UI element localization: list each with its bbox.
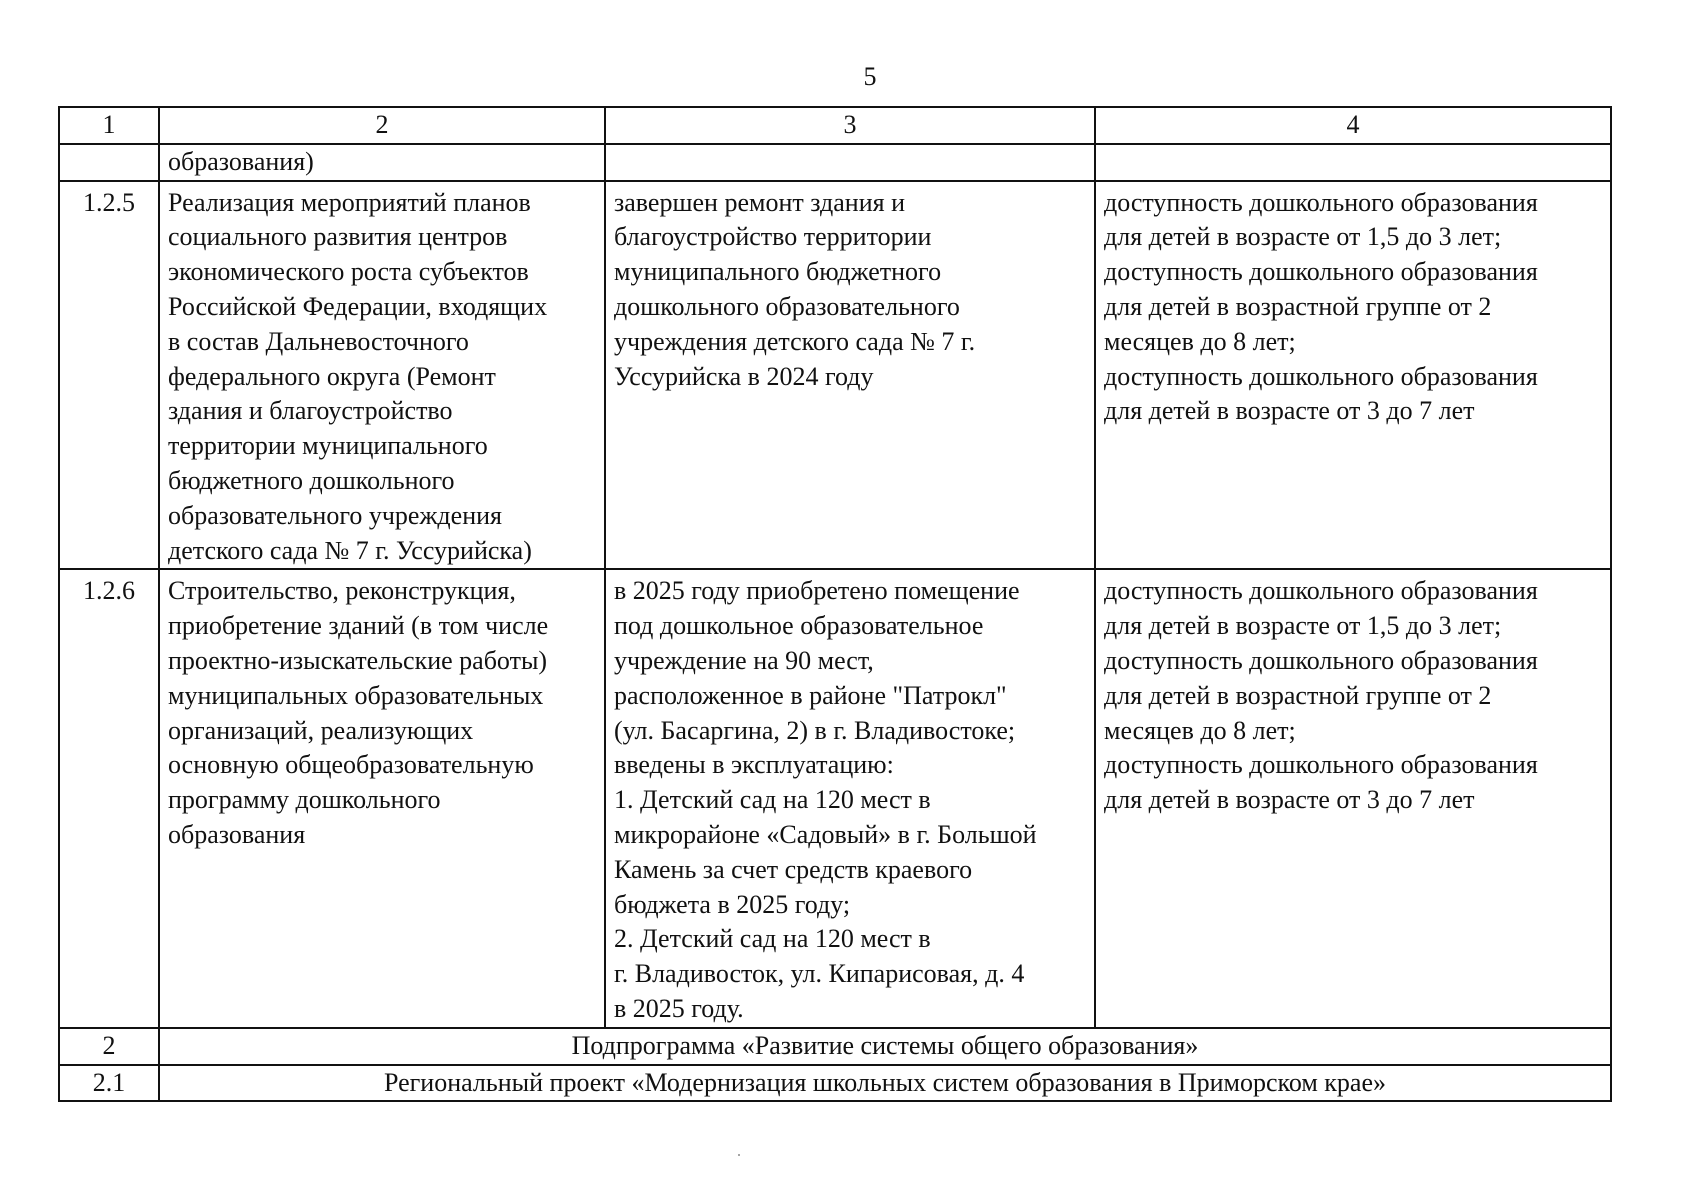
- text-line: дошкольного образовательного: [614, 291, 960, 321]
- project-row: [59, 1065, 1611, 1102]
- table-row: [59, 181, 1611, 570]
- header-col-2: 2: [159, 107, 605, 144]
- text-line: благоустройство территории: [614, 222, 932, 252]
- text-line: г. Владивосток, ул. Кипарисовая, д. 4: [614, 959, 1025, 989]
- text-line: 2. Детский сад на 120 мест в: [614, 924, 931, 954]
- text-line: под дошкольное образовательное: [614, 611, 984, 641]
- text-line: учреждение на 90 мест,: [614, 645, 874, 675]
- text-line: для детей в возрасте от 3 до 7 лет: [1104, 785, 1475, 815]
- text-line: организаций, реализующих: [168, 715, 474, 745]
- text-line: муниципального бюджетного: [614, 257, 942, 287]
- row-number: 1.2.5: [59, 181, 159, 570]
- text-line: образовательного учреждения: [168, 500, 502, 530]
- measure-indicator: [1095, 144, 1611, 181]
- measure-name: образования): [159, 144, 605, 181]
- measure-name: [159, 181, 605, 570]
- row-number: 1.2.6: [59, 569, 159, 1027]
- text-line: для детей в возрасте от 1,5 до 3 лет;: [1104, 611, 1502, 641]
- text-line: для детей в возрастной группе от 2: [1104, 680, 1492, 710]
- text-line: 1. Детский сад на 120 мест в: [614, 785, 931, 815]
- row-number: [59, 144, 159, 181]
- table-row: [59, 569, 1611, 1027]
- measure-result: [605, 144, 1095, 181]
- text-line: месяцев до 8 лет;: [1104, 715, 1296, 745]
- text-line: доступность дошкольного образования: [1104, 750, 1538, 780]
- text-line: Строительство, реконструкция,: [168, 576, 516, 606]
- measure-result: [605, 569, 1095, 1027]
- header-col-1: 1: [59, 107, 159, 144]
- text-line: в состав Дальневосточного: [168, 326, 469, 356]
- text-line: Российской Федерации, входящих: [168, 291, 548, 321]
- scan-speck: [738, 1154, 740, 1156]
- text-line: детского сада № 7 г. Уссурийска): [168, 535, 532, 565]
- text-line: Камень за счет средств краевого: [614, 854, 973, 884]
- text-line: проектно-изыскательские работы): [168, 645, 548, 675]
- text-line: основную общеобразовательную: [168, 750, 534, 780]
- text-line: для детей в возрастной группе от 2: [1104, 291, 1492, 321]
- text-line: здания и благоустройство: [168, 396, 453, 426]
- text-line: муниципальных образовательных: [168, 680, 544, 710]
- text-line: (ул. Басаргина, 2) в г. Владивостоке;: [614, 715, 1016, 745]
- text-line: Реализация мероприятий планов: [168, 187, 531, 217]
- text-line: доступность дошкольного образования: [1104, 645, 1538, 675]
- text-line: доступность дошкольного образования: [1104, 361, 1538, 391]
- text-line: доступность дошкольного образования: [1104, 187, 1538, 217]
- text-line: экономического роста субъектов: [168, 257, 529, 287]
- text-line: в 2025 году приобретено помещение: [614, 576, 1020, 606]
- measure-name: [159, 569, 605, 1027]
- project-title: Региональный проект «Модернизация школьных систем образования в Приморском крае»: [159, 1065, 1611, 1102]
- subprogram-row: [59, 1028, 1611, 1065]
- text-line: бюджета в 2025 году;: [614, 889, 851, 919]
- text-line: приобретение зданий (в том числе: [168, 611, 549, 641]
- text-line: месяцев до 8 лет;: [1104, 326, 1296, 356]
- subprogram-title: Подпрограмма «Развитие системы общего образования»: [159, 1028, 1611, 1065]
- text-line: доступность дошкольного образования: [1104, 576, 1538, 606]
- table-header-row: [59, 107, 1611, 144]
- text-line: завершен ремонт здания и: [614, 187, 905, 217]
- measures-table: [58, 106, 1612, 1102]
- row-number: 2.1: [59, 1065, 159, 1102]
- header-col-4: 4: [1095, 107, 1611, 144]
- text-line: доступность дошкольного образования: [1104, 257, 1538, 287]
- page-number: 5: [863, 62, 877, 91]
- measure-result: [605, 181, 1095, 570]
- text-line: федерального округа (Ремонт: [168, 361, 496, 391]
- header-col-3: 3: [605, 107, 1095, 144]
- text-line: Уссурийска в 2024 году: [614, 361, 874, 391]
- row-number: 2: [59, 1028, 159, 1065]
- text-line: образования: [168, 819, 306, 849]
- text-line: расположенное в районе "Патрокл": [614, 680, 1007, 710]
- text-line: учреждения детского сада № 7 г.: [614, 326, 976, 356]
- measure-indicator: [1095, 569, 1611, 1027]
- text-line: социального развития центров: [168, 222, 508, 252]
- measure-indicator: [1095, 181, 1611, 570]
- text-line: в 2025 году.: [614, 993, 744, 1023]
- text-line: программу дошкольного: [168, 785, 441, 815]
- text-line: бюджетного дошкольного: [168, 465, 455, 495]
- text-line: введены в эксплуатацию:: [614, 750, 894, 780]
- text-line: для детей в возрасте от 3 до 7 лет: [1104, 396, 1475, 426]
- text-line: микрорайоне «Садовый» в г. Большой: [614, 819, 1037, 849]
- text-line: территории муниципального: [168, 431, 488, 461]
- continuation-row: [59, 144, 1611, 181]
- text-line: для детей в возрасте от 1,5 до 3 лет;: [1104, 222, 1502, 252]
